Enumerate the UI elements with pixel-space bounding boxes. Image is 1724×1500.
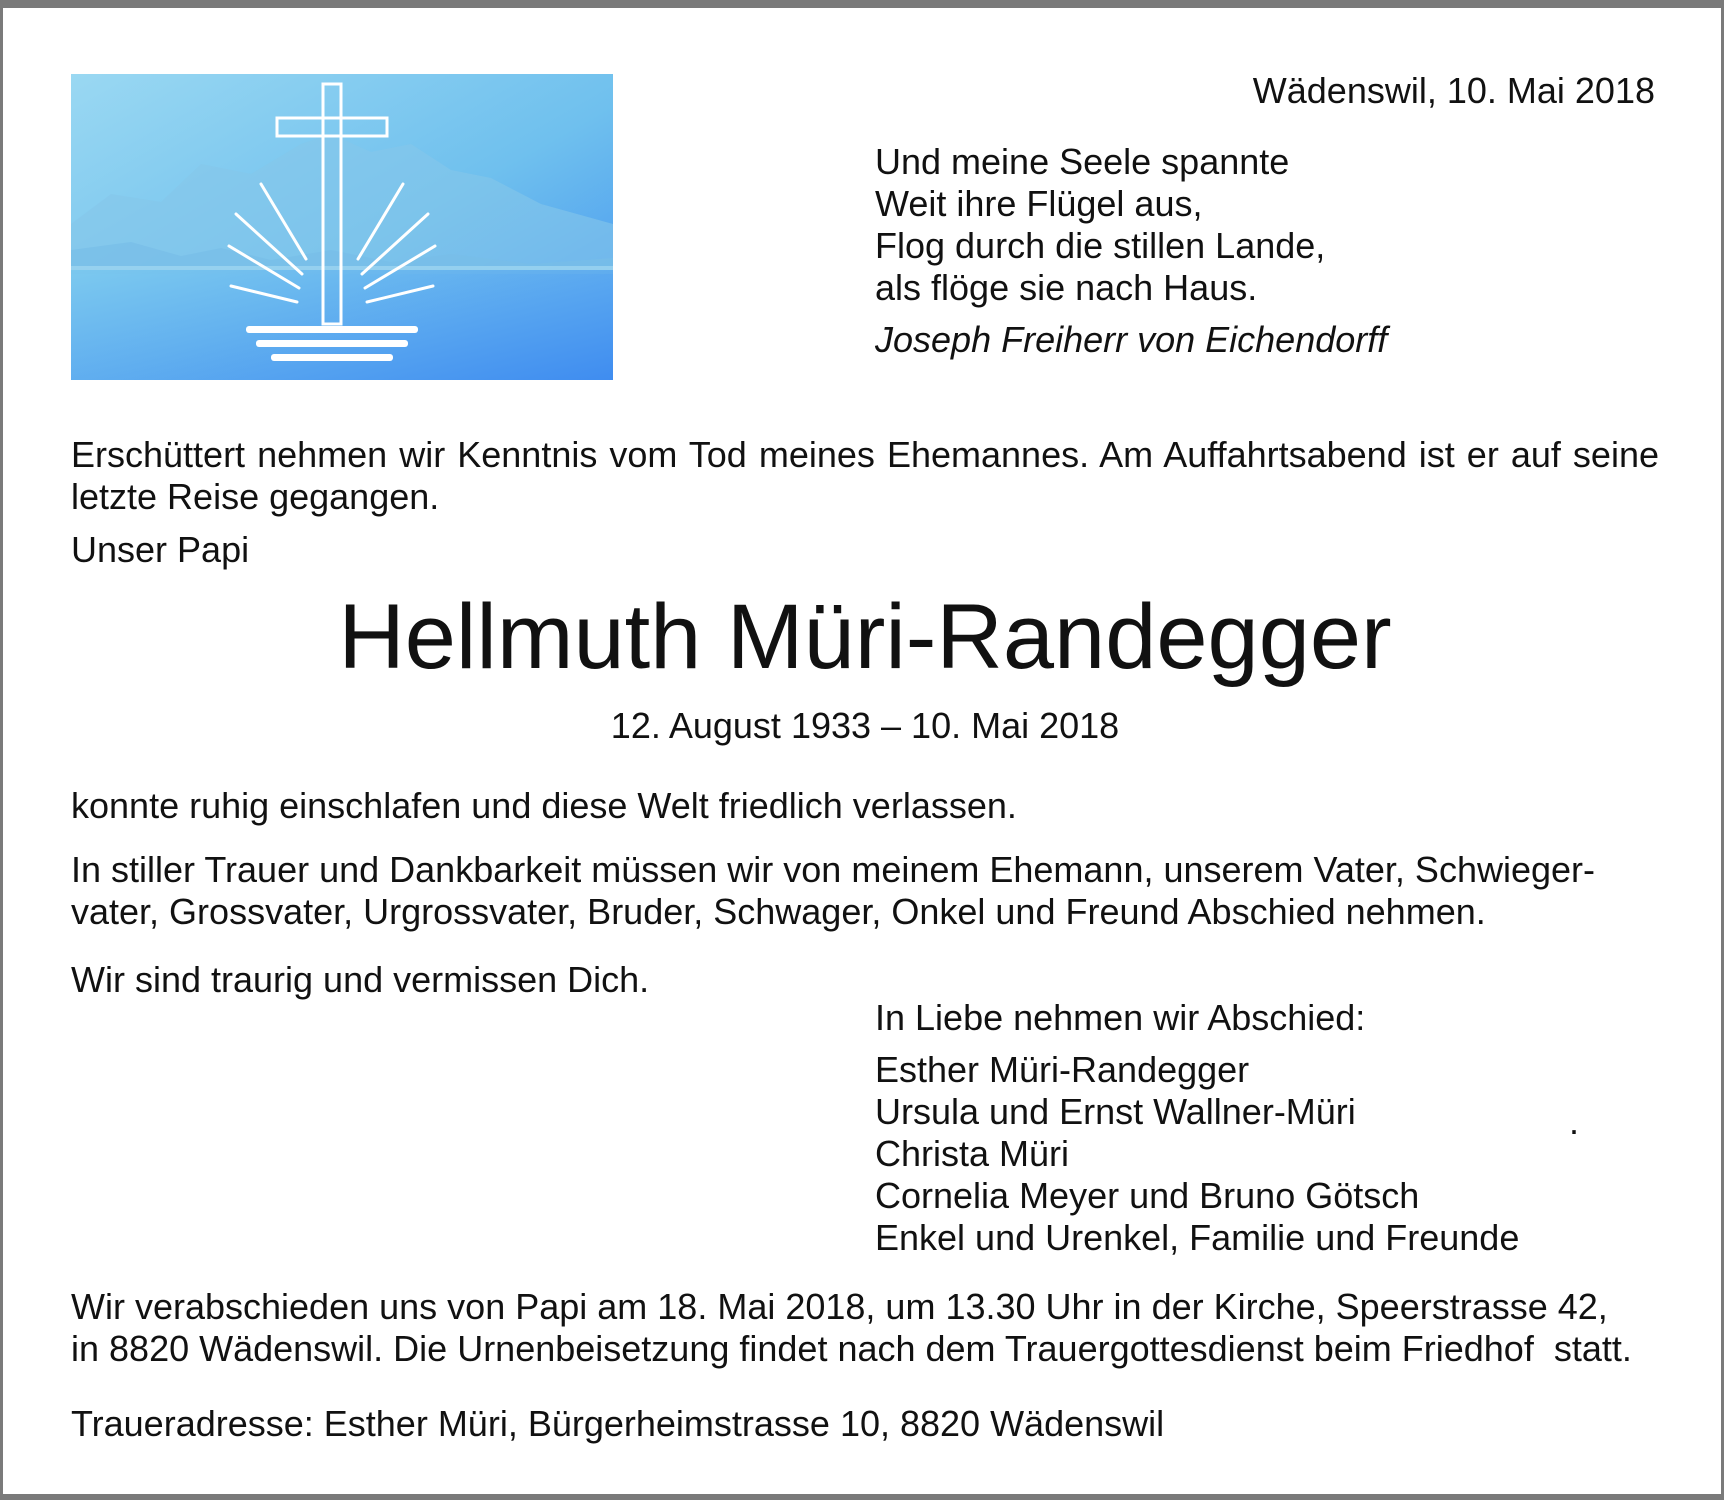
mourner-name: Christa Müri <box>875 1133 1070 1174</box>
poem-line: Flog durch die stillen Lande, <box>875 225 1326 266</box>
stray-period: . <box>1569 1101 1580 1142</box>
place-date: Wädenswil, 10. Mai 2018 <box>1252 70 1655 111</box>
paragraph-missing: Wir sind traurig und vermissen Dich. <box>71 959 650 1000</box>
mourners-heading: In Liebe nehmen wir Abschied: <box>875 997 1366 1038</box>
intro-lead: Unser Papi <box>71 529 250 570</box>
paragraph-farewell <box>71 849 1659 933</box>
poem-line: Weit ihre Flügel aus, <box>875 183 1203 224</box>
life-dates: 12. August 1933 – 10. Mai 2018 <box>610 705 1120 746</box>
cross-with-rays-over-lake-icon <box>71 74 613 380</box>
service-info <box>71 1286 1659 1370</box>
paragraph-peaceful: konnte ruhig einschlafen und diese Welt friedlich verlassen. <box>71 785 1017 826</box>
mourner-name: Esther Müri-Randegger <box>875 1049 1250 1090</box>
paragraph-farewell-line: In stiller Trauer und Dankbarkeit müssen wir von meinem Ehemann, unserem Vater, Schwieger- <box>71 849 1596 890</box>
paragraph-farewell-line: vater, Grossvater, Urgrossvater, Bruder, Schwager, Onkel und Freund Abschied nehmen. <box>71 891 1486 932</box>
cross-emblem-image <box>71 74 613 380</box>
poem-line: Und meine Seele spannte <box>875 141 1290 182</box>
poem-line: als flöge sie nach Haus. <box>875 267 1258 308</box>
mourners-list <box>875 997 1655 1259</box>
mourner-name: Enkel und Urenkel, Familie und Freunde <box>875 1217 1520 1258</box>
service-info-line: in 8820 Wädenswil. Die Urnenbeisetzung findet nach dem Trauergottesdienst beim Friedhof statt. <box>71 1328 1632 1369</box>
service-info-line: Wir verabschieden uns von Papi am 18. Mai 2018, um 13.30 Uhr in der Kirche, Speerstrasse 42, <box>71 1286 1608 1327</box>
mourner-name: Ursula und Ernst Wallner-Müri <box>875 1091 1356 1132</box>
poem-author: Joseph Freiherr von Eichendorff <box>875 319 1388 360</box>
deceased-name: Hellmuth Müri-Randegger <box>338 586 1392 688</box>
mourning-address: Traueradresse: Esther Müri, Bürgerheimstrasse 10, 8820 Wädenswil <box>71 1403 1165 1444</box>
mourner-name: Cornelia Meyer und Bruno Götsch <box>875 1175 1420 1216</box>
poem <box>875 141 1635 361</box>
intro-text: Erschüttert nehmen wir Kenntnis vom Tod meines Ehemannes. Am Auffahrtsabend ist er auf seine letzte Reise gegangen. <box>71 434 1659 517</box>
